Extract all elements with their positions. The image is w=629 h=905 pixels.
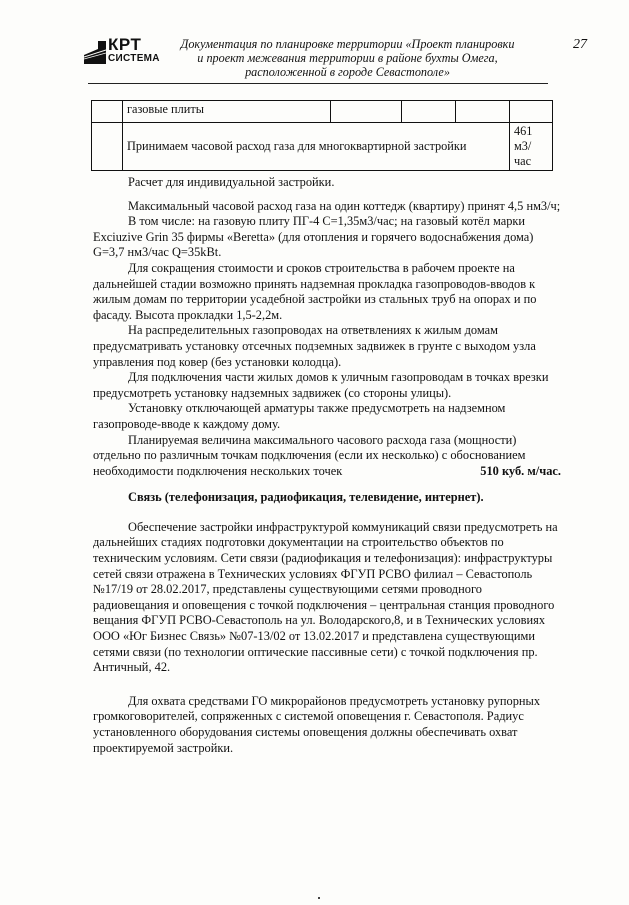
- header-divider: [88, 83, 548, 84]
- paragraph: Обеспечение застройки инфраструктурой коммуникаций связи предусмотреть на дальнейших стадиях подготовки документации на строительство объектов по техническим условиям. Сети связи (радиофикация и телефонизация): инфраструктуры сетей связи отражена в Технических условиях ФГУП РСВО филиал – Севастополь №17/19 от 28.02.2017, представлены существующими сетями проводного радиовещания и оповещения с точкой подключения – центральная станция проводного вещания ФГУП РСВО-Севастополь на ул. Володарского,8, и в Технических условиях ООО «Юг Бизнес Связь» №07-13/02 от 13.02.2017 и представлена существующими сетями связи (по технологии оптические пассивные сети) с точкой подключения пр. Античный, 42.: [93, 519, 558, 675]
- paragraph: На распределительных газопроводах на ответвлениях к жилым домам предусматривать установку отсечных подземных задвижек в грунте с выходом узла управления под ковер (без установки колодца).: [93, 323, 536, 369]
- table-cell-value: [510, 123, 553, 171]
- logo-text-top: КРТ: [108, 35, 142, 54]
- header-title-line: расположенной в городе Севастополе»: [245, 65, 450, 79]
- paragraph: Для охвата средствами ГО микрорайонов предусмотреть установку рупорных громкоговорителей, сопряженных с системой оповещения г. Севастополя. Радиус установленного оборудования системы оповещения должны обеспечивать охват проектируемой застройки.: [93, 693, 541, 755]
- header-title-line: Документация по планировке территории «Проект планировки: [180, 37, 515, 51]
- document-body: [93, 175, 561, 756]
- document-header-title: [160, 37, 535, 79]
- value-number: 461: [514, 124, 533, 138]
- logo-emblem-icon: [84, 41, 106, 61]
- logo-text-bottom: СИСТЕМА: [108, 53, 160, 64]
- gas-amount: 510 куб. м/час.: [480, 463, 561, 478]
- scan-speck: [318, 897, 320, 899]
- paragraph: В том числе: на газовую плиту ПГ-4 С=1,35м3/час; на газовый котёл марки Exciuzive Grin 35 фирмы «Beretta» (для отопления и горячего водоснабжения дома) G=3,7 нм3/час Q=35kBt.: [93, 214, 534, 260]
- table-cell-label: газовые плиты: [123, 101, 331, 123]
- paragraph: Расчет для индивидуальной застройки.: [128, 175, 335, 189]
- paragraph: Для подключения части жилых домов к уличным газопроводам в точках врезки предусмотреть установку надземных задвижек (со стороны улицы).: [93, 370, 549, 400]
- table-row: [92, 123, 553, 171]
- header-title-line: и проект межевания территории в районе бухты Омега,: [197, 51, 498, 65]
- paragraph-text: Планируемая величина максимального часового расхода газа (мощности) отдельно по различным точкам подключения (если их несколько) с обоснованием необходимости подключения нескольких точек: [93, 432, 526, 478]
- page-number: 27: [573, 37, 587, 52]
- table-cell-label: Принимаем часовой расход газа для многоквартирной застройки: [123, 123, 510, 171]
- paragraph: Максимальный часовой расход газа на один коттедж (квартиру) принят 4,5 нм3/ч;: [128, 198, 561, 213]
- section-heading: Связь (телефонизация, радиофикация, телевидение, интернет).: [128, 490, 484, 505]
- paragraph: Для сокращения стоимости и сроков строительства в рабочем проекте на дальнейшей стадии возможно принять надземная прокладка газопроводов-вводов к жилым домам по территории усадебной застройки из стальных труб на опорах и по фасаду. Высота прокладки 1,5-2,2м.: [93, 260, 537, 322]
- paragraph: Установку отключающей арматуры также предусмотреть на надземном газопроводе-вводе к каждому дому.: [93, 401, 506, 431]
- company-logo: [84, 35, 160, 68]
- table-cell-value: [510, 101, 553, 123]
- logo-underline: [84, 61, 106, 64]
- value-unit: м3/час: [514, 139, 532, 168]
- table-row: [92, 101, 553, 123]
- gas-consumption-table: [91, 100, 553, 171]
- paragraph: [93, 433, 561, 480]
